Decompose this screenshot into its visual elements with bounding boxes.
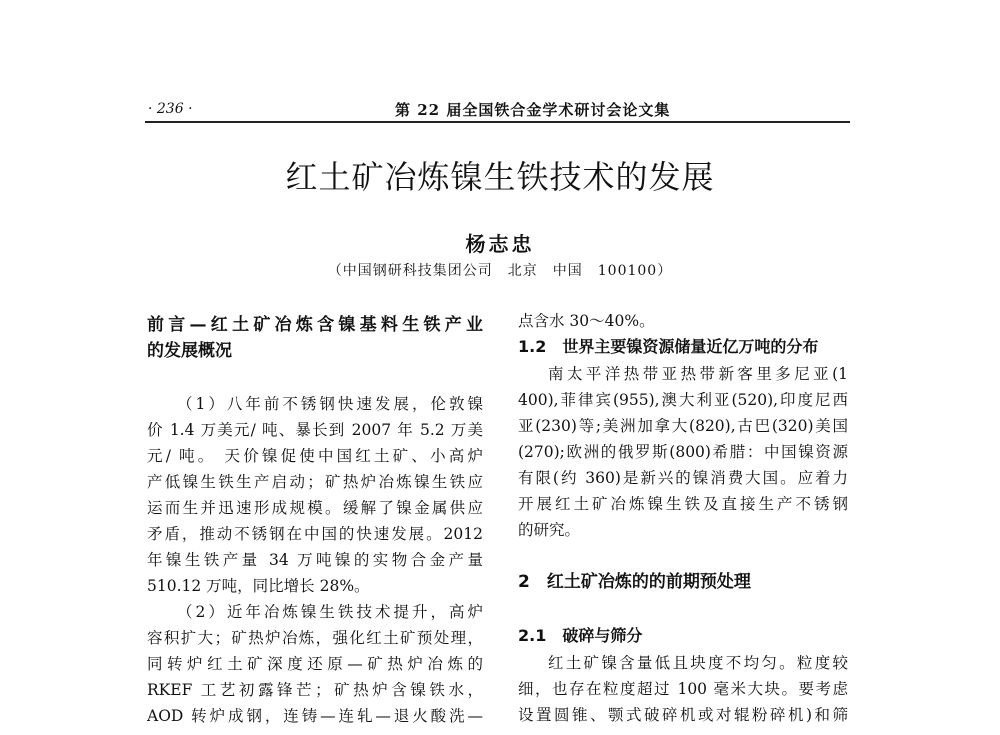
paragraph-line: 元/ 吨。 天价镍促使中国红土矿、小高炉	[147, 447, 483, 465]
paragraph-line: RKEF 工艺初露锋芒；矿热炉含镍铁水，	[147, 681, 483, 699]
paragraph-line: AOD 转炉成钢，连铸—连轧—退火酸洗—	[147, 707, 483, 725]
affiliation: （中国钢研科技集团公司 北京 中国 100100）	[327, 263, 673, 279]
paper-title: 红土矿冶炼镍生铁技术的发展	[285, 158, 715, 196]
author: 杨志忠	[465, 232, 535, 256]
paragraph-line: 的研究。	[518, 521, 581, 539]
paragraph-line: 设置圆锥、颚式破碎机或对辊粉碎机)和筛	[518, 706, 848, 724]
paragraph-line: (270);欧洲的俄罗斯(800)希腊：中国镍资源	[518, 443, 848, 461]
subsection-heading: 1.2 世界主要镍资源储量近亿万吨的分布	[518, 337, 819, 356]
section-heading: 的发展概况	[147, 341, 232, 361]
paragraph-line: 510.12 万吨，同比增长 28%。	[147, 577, 370, 595]
paragraph-line: 产低镍生铁生产启动；矿热炉冶炼镍生铁应	[147, 473, 483, 491]
running-title: 第 22 届全国铁合金学术研讨会论文集	[395, 101, 671, 119]
page-number: · 236 ·	[148, 101, 193, 117]
paragraph-line: 矛盾，推动不锈钢在中国的快速发展。2012	[147, 525, 483, 543]
header-rule	[145, 121, 850, 123]
paragraph-line: 亚(230)等;美洲加拿大(820),古巴(320)美国	[518, 417, 848, 435]
paragraph-line: （2）近年冶炼镍生铁技术提升，高炉	[177, 603, 483, 621]
section-heading: 2 红土矿冶炼的的前期预处理	[518, 572, 751, 592]
paragraph-line: 红土矿镍含量低且块度不均匀。粒度较	[548, 654, 848, 672]
paragraph-line: 有限(约 360)是新兴的镍消费大国。应着力	[518, 469, 848, 487]
paragraph-line: 运而生并迅速形成规模。缓解了镍金属供应	[147, 499, 483, 517]
paragraph-line: 点含水 30～40%。	[518, 312, 655, 330]
paragraph-line: 细，也存在粒度超过 100 毫米大块。要考虑	[518, 680, 848, 698]
subsection-heading: 2.1 破碎与筛分	[518, 626, 643, 645]
paragraph-line: 同转炉红土矿深度还原—矿热炉冶炼的	[147, 655, 483, 673]
paragraph-line: 容积扩大；矿热炉冶炼，强化红土矿预处理，	[147, 629, 483, 647]
paragraph-line: 南太平洋热带亚热带新客里多尼亚(1	[548, 365, 848, 383]
paragraph-line: 年镍生铁产量 34 万吨镍的实物合金产量	[147, 551, 483, 569]
section-heading: 前言—红土矿冶炼含镍基料生铁产业	[147, 315, 483, 335]
paragraph-line: 开展红土矿冶炼镍生铁及直接生产不锈钢	[518, 495, 848, 513]
paragraph-line: 价 1.4 万美元/ 吨、暴长到 2007 年 5.2 万美	[147, 421, 483, 439]
paragraph-line: （1）八年前不锈钢快速发展，伦敦镍	[177, 395, 483, 413]
paragraph-line: 400),菲律宾(955),澳大利亚(520),印度尼西	[518, 391, 848, 409]
